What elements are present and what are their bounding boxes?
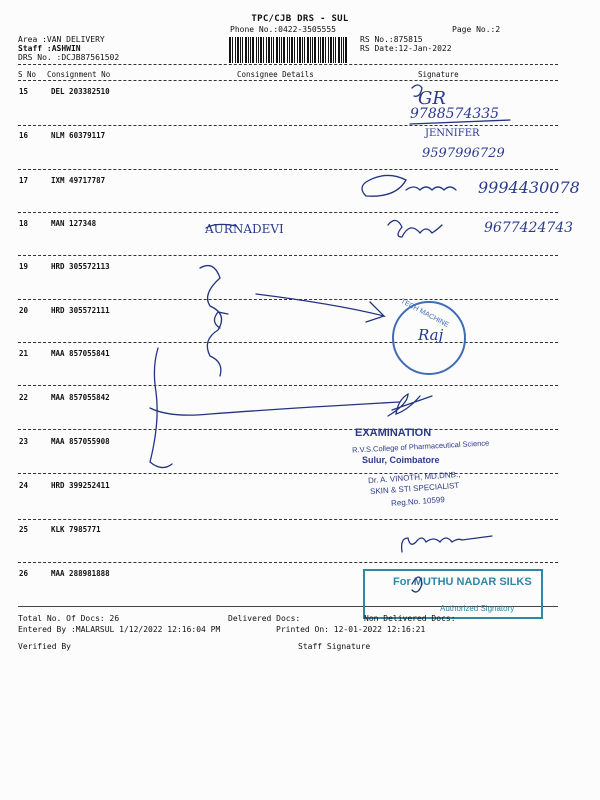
table-row: [0, 393, 600, 407]
document-title: TPC/CJB DRS - SUL: [251, 14, 349, 24]
row-sno: 25: [19, 525, 29, 534]
table-row: [0, 87, 600, 101]
rs-date: RS Date:12-Jan-2022: [360, 44, 452, 53]
verified-by: Verified By: [18, 642, 71, 651]
table-row: [0, 437, 600, 451]
table-row: [0, 131, 600, 145]
row-divider: [18, 519, 558, 520]
row-divider: [18, 429, 558, 430]
table-row: [0, 525, 600, 539]
row-divider: [18, 125, 558, 126]
row-sno: 22: [19, 393, 29, 402]
signature-row16-phone: 9597996729: [422, 146, 505, 161]
row-sno: 24: [19, 481, 29, 490]
row-divider: [18, 299, 558, 300]
signature-row17-phone: 9994430078: [478, 178, 580, 197]
authorized-stamp: Authorized Signatory: [440, 604, 515, 613]
row-divider: [18, 212, 558, 213]
row-consignment: IXM 49717787: [51, 176, 106, 185]
row-consignment: MAA 288981888: [51, 569, 110, 578]
row-consignment: HRD 399252411: [51, 481, 110, 490]
col-consignment: Consignment No: [47, 70, 111, 79]
phone-number: Phone No.:0422-3505555: [230, 25, 336, 34]
non-delivered-docs: Non Delivered Docs:: [364, 614, 456, 623]
header-divider: [18, 64, 558, 65]
area-label: Area :VAN DELIVERY: [18, 35, 105, 44]
signature-row20: Raj: [418, 326, 444, 344]
table-row: [0, 306, 600, 320]
place-stamp: Sulur, Coimbatore: [362, 455, 440, 465]
page-number: Page No.:2: [452, 25, 501, 34]
row-divider: [18, 562, 558, 563]
total-docs: Total No. Of Docs: 26: [18, 614, 120, 623]
row-consignment: NLM 60379117: [51, 131, 106, 140]
col-consignee: Consignee Details: [237, 70, 314, 79]
row-sno: 20: [19, 306, 29, 315]
row-divider: [18, 255, 558, 256]
col-sno: S No: [18, 70, 37, 79]
staff-label: Staff :ASHWIN: [18, 44, 81, 53]
row-consignment: DEL 203382510: [51, 87, 110, 96]
row-sno: 16: [19, 131, 29, 140]
rs-number: RS No.:875815: [360, 35, 423, 44]
row-sno: 17: [19, 176, 29, 185]
delivered-docs: Delivered Docs:: [228, 614, 301, 623]
column-divider: [18, 80, 558, 81]
col-signature: Signature: [418, 70, 459, 79]
specialist-stamp: SKIN & STI SPECIALIST: [369, 480, 460, 497]
reg-stamp: Reg.No. 10599: [390, 495, 446, 508]
row-sno: 26: [19, 569, 29, 578]
signature-row15-phone: 9788574335: [410, 106, 500, 122]
table-row: [0, 262, 600, 276]
round-stamp-text: TECH MACHINE: [399, 297, 450, 330]
row-divider: [18, 169, 558, 170]
row-sno: 15: [19, 87, 29, 96]
table-row: [0, 349, 600, 363]
row-divider: [18, 385, 558, 386]
signature-row18-phone: 9677424743: [484, 220, 574, 236]
row-divider: [18, 473, 558, 474]
row-sno: 18: [19, 219, 29, 228]
signature-row15-initials: GR: [418, 88, 446, 109]
staff-signature: Staff Signature: [298, 642, 371, 651]
row-sno: 19: [19, 262, 29, 271]
row-consignment: MAA 857055908: [51, 437, 110, 446]
row-consignment: KLK 7985771: [51, 525, 101, 534]
table-row: [0, 481, 600, 495]
shop-stamp: For MUTHU NADAR SILKS: [393, 576, 532, 588]
row-consignment: MAN 127348: [51, 219, 97, 228]
row-consignment: HRD 305572111: [51, 306, 110, 315]
row-divider: [18, 342, 558, 343]
row-consignment: MAA 857055842: [51, 393, 110, 402]
signature-row16-name: JENNIFER: [425, 128, 480, 139]
row-sno: 21: [19, 349, 29, 358]
row-consignment: HRD 305572113: [51, 262, 110, 271]
consignee-row18-name: AURNADEVI: [205, 222, 284, 236]
examination-stamp: EXAMINATION: [355, 427, 432, 439]
row-consignment: MAA 857055841: [51, 349, 110, 358]
row-sno: 23: [19, 437, 29, 446]
barcode-image: [228, 37, 350, 63]
printed-on: Printed On: 12-01-2022 12:16:21: [276, 625, 426, 634]
drs-number: DRS No. :DCJB87561502: [18, 53, 120, 62]
doctor-stamp: Dr. A. VINOTH, MD,DNB.,: [367, 469, 461, 486]
entered-by: Entered By :MALARSUL 1/12/2022 12:16:04 PM: [18, 625, 221, 634]
college-stamp: R.V.S.College of Pharmaceutical Science: [351, 438, 490, 455]
